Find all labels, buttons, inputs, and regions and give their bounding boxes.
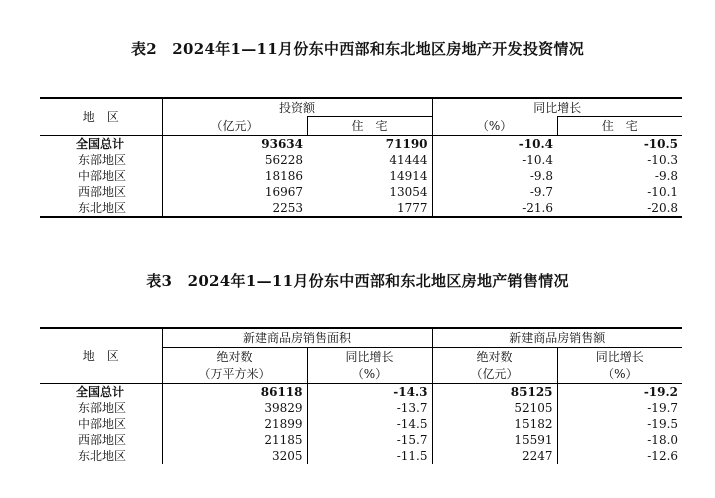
sales-pct-unit: （%） — [557, 366, 682, 384]
residential-cell: 14914 — [389, 169, 428, 183]
region-cell: 西部地区 — [78, 185, 127, 199]
table-row — [40, 448, 682, 464]
area-unit: （万平方米） — [162, 366, 307, 384]
region-cell: 中部地区 — [78, 417, 127, 431]
region-cell: 东北地区 — [40, 200, 162, 217]
table-row — [40, 184, 682, 200]
region-cell: 西部地区 — [78, 433, 127, 447]
region-cell: 东部地区 — [78, 401, 127, 415]
region-header: 地 区 — [40, 328, 162, 384]
area-cell: 21899 — [162, 416, 307, 432]
yoy-cell: -10.4 — [432, 152, 557, 168]
sales-cell: 52105 — [432, 400, 557, 416]
sales-unit: （亿元） — [432, 366, 557, 384]
area-cell: 3205 — [162, 448, 307, 464]
investment-cell: 93634 — [162, 136, 307, 153]
yoy-cell: -21.6 — [432, 200, 557, 217]
table-row — [40, 152, 682, 168]
region-cell: 全国总计 — [40, 136, 162, 153]
yoy-cell: -9.7 — [432, 184, 557, 200]
region-header: 地 区 — [40, 98, 162, 136]
sales-yoy-cell: -12.6 — [557, 448, 682, 464]
yoy-cell: -10.4 — [432, 136, 557, 153]
region-cell: 东北地区 — [78, 449, 127, 463]
sales-table — [40, 327, 682, 464]
residential-cell: 41444 — [389, 153, 428, 167]
investment-header: 投资额 — [162, 98, 432, 117]
table-row — [40, 432, 682, 448]
area-yoy-cell: -11.5 — [307, 448, 432, 464]
region-cell: 全国总计 — [40, 384, 162, 401]
yoy-residential-header: 住 宅 — [557, 117, 682, 136]
table2-title: 表2 2024年1—11月份东中西部和东北地区房地产开发投资情况 — [130, 40, 585, 58]
investment-table — [40, 97, 682, 218]
sales-yoy-cell: -19.5 — [557, 416, 682, 432]
area-group-header: 新建商品房销售面积 — [162, 328, 432, 348]
area-yoy-cell: -14.5 — [307, 416, 432, 432]
sales-cell: 85125 — [432, 384, 557, 401]
investment-cell: 2253 — [162, 200, 307, 217]
yoy-residential-cell: -9.8 — [654, 169, 679, 183]
area-yoy-header: 同比增长 — [307, 348, 432, 366]
residential-cell: 13054 — [389, 185, 428, 199]
investment-cell: 56228 — [162, 152, 307, 168]
yoy-residential-cell: -10.5 — [557, 136, 682, 153]
region-cell: 中部地区 — [78, 169, 127, 183]
area-cell: 21185 — [162, 432, 307, 448]
table-row — [40, 200, 682, 217]
yoy-residential-cell: -10.1 — [647, 185, 679, 199]
area-yoy-cell: -14.3 — [307, 384, 432, 401]
table-row — [40, 136, 682, 153]
table3-title: 表3 2024年1—11月份东中西部和东北地区房地产销售情况 — [146, 272, 569, 290]
sales-cell: 15182 — [432, 416, 557, 432]
yoy-residential-cell: -20.8 — [557, 200, 682, 217]
sales-group-header: 新建商品房销售额 — [432, 328, 682, 348]
sales-yoy-cell: -19.2 — [557, 384, 682, 401]
table-row — [40, 168, 682, 184]
area-pct-unit: （%） — [307, 366, 432, 384]
yoy-unit: （%） — [432, 117, 557, 136]
sales-yoy-cell: -19.7 — [557, 400, 682, 416]
area-cell: 86118 — [162, 384, 307, 401]
sales-cell: 2247 — [432, 448, 557, 464]
investment-cell: 16967 — [162, 184, 307, 200]
table-row — [40, 384, 682, 401]
residential-cell: 1777 — [307, 200, 432, 217]
area-cell: 39829 — [162, 400, 307, 416]
region-cell: 东部地区 — [78, 153, 127, 167]
residential-header: 住 宅 — [307, 117, 432, 136]
sales-yoy-header: 同比增长 — [557, 348, 682, 366]
sales-cell: 15591 — [432, 432, 557, 448]
sales-abs-header: 绝对数 — [432, 348, 557, 366]
area-abs-header: 绝对数 — [162, 348, 307, 366]
yoy-cell: -9.8 — [432, 168, 557, 184]
area-yoy-cell: -13.7 — [307, 400, 432, 416]
yoy-residential-cell: -10.3 — [647, 153, 679, 167]
area-yoy-cell: -15.7 — [307, 432, 432, 448]
yoy-header: 同比增长 — [432, 98, 682, 117]
sales-yoy-cell: -18.0 — [557, 432, 682, 448]
table-row — [40, 416, 682, 432]
investment-cell: 18186 — [162, 168, 307, 184]
investment-unit: （亿元） — [162, 117, 307, 136]
residential-cell: 71190 — [307, 136, 432, 153]
table-row — [40, 400, 682, 416]
